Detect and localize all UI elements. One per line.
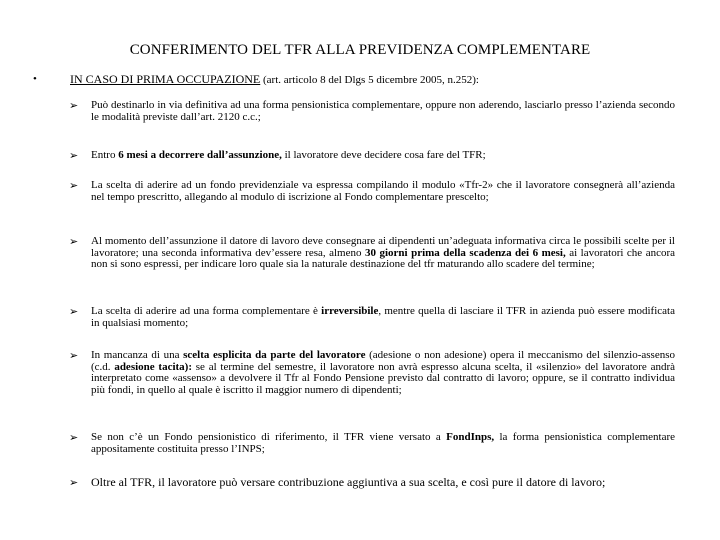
arrow-bullet-icon: ➢: [69, 349, 79, 362]
section-heading: [33, 72, 693, 87]
list-item-text: [91, 236, 675, 271]
arrow-bullet-icon: ➢: [69, 179, 79, 192]
list-item: [69, 236, 675, 271]
list-item-text: [91, 306, 675, 329]
section-reference: (art. articolo 8 del Dlgs 5 dicembre 2005, n.252):: [260, 74, 479, 86]
list-item-text-part: Entro: [91, 149, 119, 161]
list-item-text-part: In mancanza di una: [91, 349, 184, 361]
list-item: [69, 476, 675, 489]
section-first-employment: [33, 72, 693, 87]
bullet-icon: •: [33, 73, 37, 85]
section-heading-text: [70, 72, 479, 86]
list-item-text: [91, 350, 675, 396]
list-item-text: La scelta di aderire ad un fondo previdenziale va espressa compilando il modulo «Tfr-2» che il lavoratore consegnerà all’azienda nel tempo prescritto, allegando al modulo di iscrizione al Fondo complementare prescelto;: [91, 179, 675, 203]
list-item-text: [91, 150, 675, 162]
list-item: [69, 350, 675, 396]
list-item-bold: adesione tacita):: [114, 360, 193, 373]
arrow-bullet-icon: ➢: [69, 99, 79, 112]
list-item-bold: FondInps,: [446, 431, 495, 443]
list-item-text-part: , mentre quella di lasciare il TFR in azienda può essere modificata in qualsiasi momento;: [91, 305, 675, 329]
arrow-bullet-icon: ➢: [69, 235, 79, 248]
list-item-text-part: la forma pensionistica complementare appositamente costituita presso l’INPS;: [91, 431, 675, 455]
list-item-bold: scelta esplicita da parte del lavoratore: [183, 349, 366, 361]
list-item: [69, 150, 675, 162]
list-item-text-part: il lavoratore deve decidere cosa fare del TFR;: [281, 149, 486, 161]
arrow-bullet-icon: ➢: [69, 431, 79, 444]
list-item-text-part: se al termine del semestre, il lavoratore non avrà espresso alcuna scelta, il «silenzio» del lavoratore andrà interpretato come «assenso» a devolvere il Tfr al Fondo Pensione previsto dal contratto di lavoro; oppure, se il contratto individua più fondi, in quello al quale è iscritto il maggior numero di dipendenti;: [91, 360, 675, 396]
list-item-text-part: Al momento dell’assunzione il datore di lavoro deve consegnare ai dipendenti un’adeguata informativa circa le possibili scelte per il lavoratore; una seconda informativa dev’essere resa, almeno: [91, 235, 675, 259]
list-item-bold: irreversibile: [321, 305, 379, 317]
list-item-bold: 6 mesi a decorrere dall’assunzione,: [118, 149, 282, 161]
arrow-bullet-icon: ➢: [69, 305, 79, 318]
list-item: [69, 180, 675, 203]
list-item: [69, 306, 675, 329]
section-heading-label: IN CASO DI PRIMA OCCUPAZIONE: [70, 72, 261, 86]
list-item-text: Può destinarlo in via definitiva ad una forma pensionistica complementare, oppure non aderendo, lasciarlo presso l’azienda secondo le modalità previste dall’art. 2120 c.c.;: [91, 99, 675, 123]
list-item: [69, 100, 675, 123]
list-item-text-part: Se non c’è un Fondo pensionistico di riferimento, il TFR viene versato a: [91, 431, 447, 443]
list-item-text-part: La scelta di aderire ad una forma complementare è: [91, 305, 322, 317]
list-item: [69, 432, 675, 455]
list-item-bold: 30 giorni prima della scadenza dei 6 mesi,: [364, 246, 566, 259]
page-title: CONFERIMENTO DEL TFR ALLA PREVIDENZA COMPLEMENTARE: [129, 42, 591, 58]
list-item-text-part: ai lavoratori che ancora non si sono espressi, per indicare loro quale sia la naturale destinazione del tfr maturando allo scadere del termine;: [91, 246, 675, 270]
list-item-text: Oltre al TFR, il lavoratore può versare contribuzione aggiuntiva a sua scelta, e così pure il datore di lavoro;: [91, 475, 606, 489]
arrow-bullet-icon: ➢: [69, 149, 79, 162]
list-item-text: [91, 432, 675, 455]
list-item-text-part: (adesione o non adesione) opera il meccanismo del silenzio-assenso (c.d.: [91, 349, 675, 373]
arrow-bullet-icon: ➢: [69, 476, 79, 489]
